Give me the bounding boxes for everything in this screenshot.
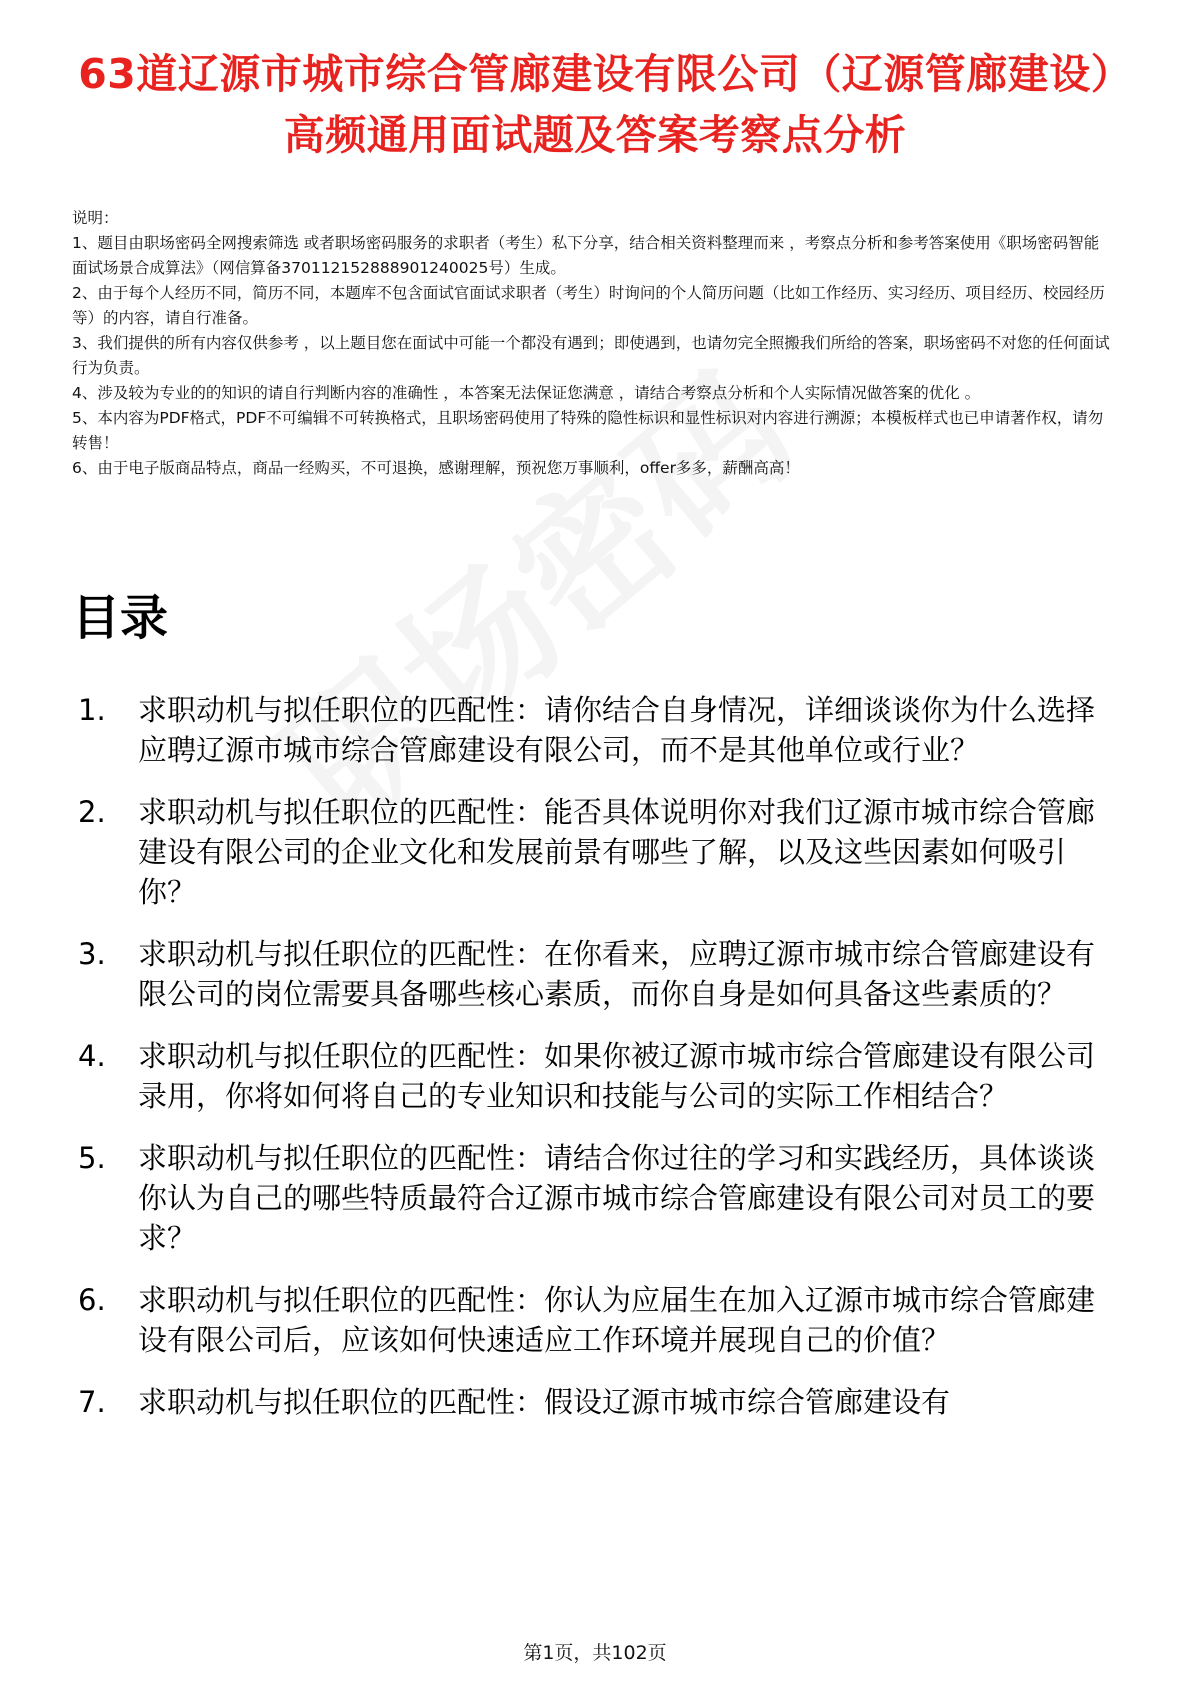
toc-item[interactable] bbox=[70, 792, 1120, 912]
toc-number: 7. bbox=[78, 1385, 106, 1419]
document-title: 63道辽源市城市综合管廊建设有限公司（辽源管廊建设）高频通用面试题及答案考察点分析 bbox=[78, 50, 1112, 159]
toc-item[interactable] bbox=[70, 690, 1120, 770]
toc-number: 1. bbox=[78, 693, 106, 727]
note-item: 6、由于电子版商品特点，商品一经购买，不可退换，感谢理解，预祝您万事顺利，offer多多，薪酬高高！ bbox=[72, 459, 800, 477]
page-footer: 第1页，共102页 bbox=[523, 1642, 667, 1664]
toc-number: 6. bbox=[78, 1283, 106, 1317]
toc-text: 求职动机与拟任职位的匹配性：如果你被辽源市城市综合管廊建设有限公司录用，你将如何将自己的专业知识和技能与公司的实际工作相结合？ bbox=[138, 1039, 1096, 1113]
notes-section bbox=[72, 206, 1112, 481]
toc-heading: 目录 bbox=[72, 590, 169, 646]
toc-item[interactable] bbox=[70, 934, 1120, 1014]
toc-text: 求职动机与拟任职位的匹配性：你认为应届生在加入辽源市城市综合管廊建设有限公司后，应该如何快速适应工作环境并展现自己的价值？ bbox=[138, 1283, 1096, 1357]
notes-heading: 说明： bbox=[72, 209, 119, 227]
toc-number: 4. bbox=[78, 1039, 106, 1073]
toc-number: 2. bbox=[78, 795, 106, 829]
toc-text: 求职动机与拟任职位的匹配性：能否具体说明你对我们辽源市城市综合管廊建设有限公司的企业文化和发展前景有哪些了解，以及这些因素如何吸引你？ bbox=[138, 795, 1096, 909]
note-item: 4、涉及较为专业的的知识的请自行判断内容的准确性 ，本答案无法保证您满意 ，请结合考察点分析和个人实际情况做答案的优化 。 bbox=[72, 384, 981, 402]
toc-item[interactable] bbox=[70, 1382, 1120, 1422]
toc-text: 求职动机与拟任职位的匹配性：假设辽源市城市综合管廊建设有 bbox=[138, 1385, 951, 1419]
table-of-contents bbox=[70, 690, 1120, 1444]
toc-item[interactable] bbox=[70, 1280, 1120, 1360]
note-item: 1、题目由职场密码全网搜索筛选 或者职场密码服务的求职者（考生）私下分享，结合相关资料整理而来 ，考察点分析和参考答案使用《职场密码智能面试场景合成算法》（网信算备370112152888901240025号）生成。 bbox=[72, 234, 1100, 277]
note-item: 5、本内容为PDF格式，PDF不可编辑不可转换格式，且职场密码使用了特殊的隐性标识和显性标识对内容进行溯源；本模板样式也已申请著作权，请勿转售！ bbox=[72, 409, 1104, 452]
note-item: 3、我们提供的所有内容仅供参考 ，以上题目您在面试中可能一个都没有遇到；即使遇到，也请勿完全照搬我们所给的答案，职场密码不对您的任何面试行为负责。 bbox=[72, 334, 1110, 377]
toc-number: 3. bbox=[78, 937, 106, 971]
note-item: 2、由于每个人经历不同，简历不同，本题库不包含面试官面试求职者（考生）时询问的个人简历问题（比如工作经历、实习经历、项目经历、校园经历等）的内容，请自行准备。 bbox=[72, 284, 1105, 327]
toc-item[interactable] bbox=[70, 1036, 1120, 1116]
toc-text: 求职动机与拟任职位的匹配性：在你看来，应聘辽源市城市综合管廊建设有限公司的岗位需要具备哪些核心素质，而你自身是如何具备这些素质的？ bbox=[138, 937, 1096, 1011]
toc-text: 求职动机与拟任职位的匹配性：请结合你过往的学习和实践经历，具体谈谈你认为自己的哪些特质最符合辽源市城市综合管廊建设有限公司对员工的要求？ bbox=[138, 1141, 1096, 1255]
toc-text: 求职动机与拟任职位的匹配性：请你结合自身情况，详细谈谈你为什么选择应聘辽源市城市综合管廊建设有限公司，而不是其他单位或行业？ bbox=[138, 693, 1096, 767]
toc-item[interactable] bbox=[70, 1138, 1120, 1258]
toc-number: 5. bbox=[78, 1141, 106, 1175]
